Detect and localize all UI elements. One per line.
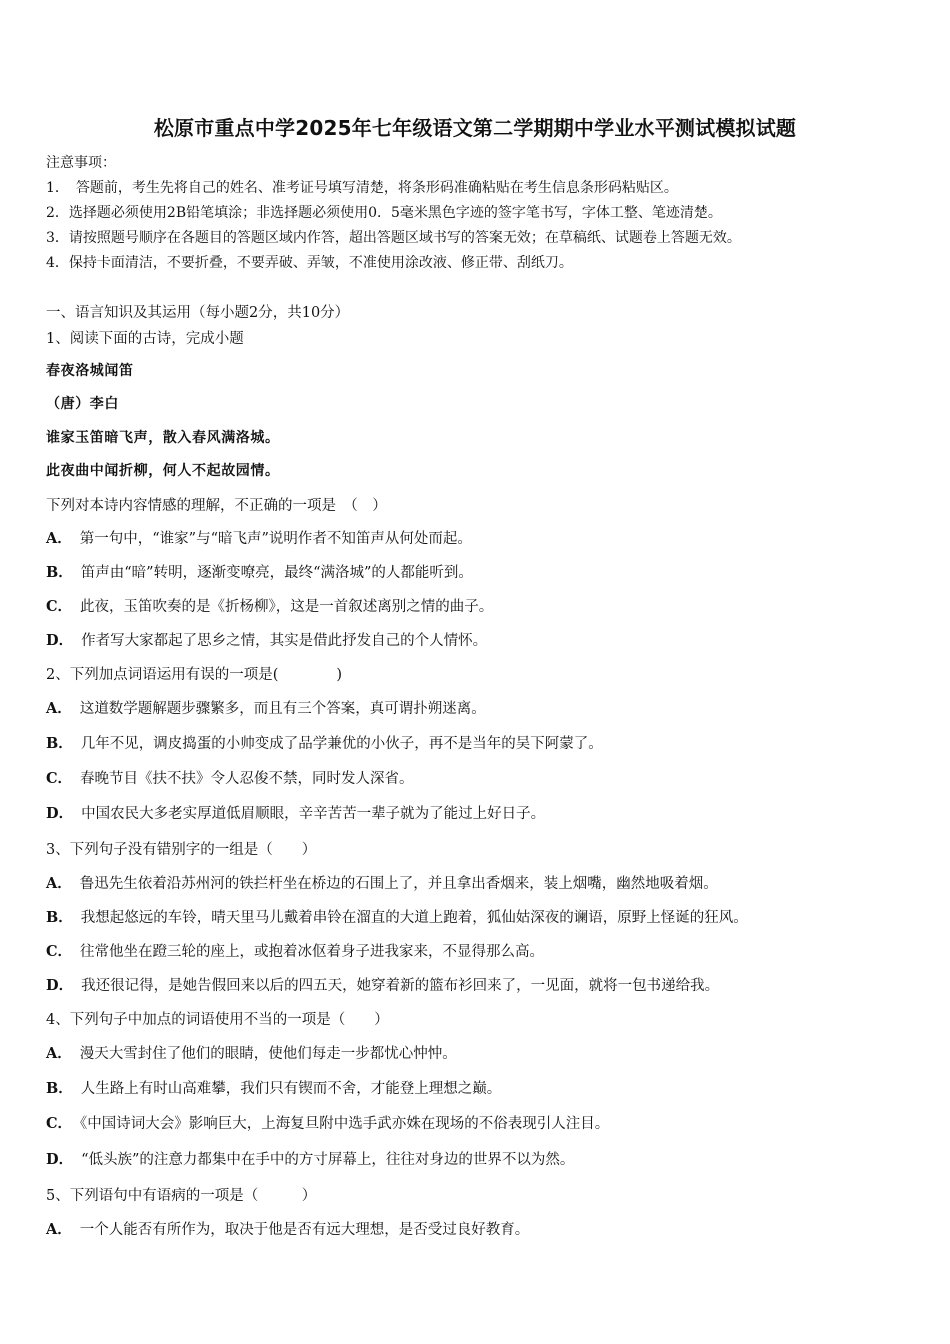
option-text: 鲁迅先生依着沿苏州河的铁拦杆坐在桥边的石围上了，并且拿出香烟来，装上烟嘴，幽然地吸着烟。	[79, 876, 718, 892]
q1-option-a	[46, 527, 472, 548]
notice-item-4: 4．保持卡面清洁，不要折叠，不要弄破、弄皱，不准使用涂改液、修正带、刮纸刀。	[46, 255, 573, 271]
option-text: 这道数学题解题步骤繁多，而且有三个答案，真可谓扑朔迷离。	[79, 701, 486, 717]
option-letter: A．	[46, 700, 72, 717]
q5-stem: 5、下列语句中有语病的一项是（ ）	[46, 1188, 317, 1204]
notice-item-2: 2．选择题必须使用2B铅笔填涂；非选择题必须使用0．5毫米黑色字迹的签字笔书写，字体工整、笔迹清楚。	[46, 205, 722, 221]
q1-option-d	[46, 629, 487, 650]
option-letter: A．	[46, 1045, 72, 1062]
q4-stem: 4、下列句子中加点的词语使用不当的一项是（ ）	[46, 1012, 389, 1028]
q2-option-d	[46, 802, 545, 823]
option-letter: D．	[46, 632, 74, 649]
option-letter: B．	[46, 735, 73, 752]
option-letter: D．	[46, 1151, 74, 1168]
option-text: 春晚节目《扶不扶》令人忍俊不禁，同时发人深省。	[80, 771, 414, 787]
option-text: 作者写大家都起了思乡之情，其实是借此抒发自己的个人情怀。	[81, 633, 488, 649]
option-text: 《中国诗词大会》影响巨大，上海复旦附中选手武亦姝在现场的不俗表现引人注目。	[80, 1116, 610, 1132]
notice-heading: 注意事项：	[46, 155, 116, 171]
option-letter: D．	[46, 805, 74, 822]
option-letter: A．	[46, 875, 72, 892]
option-text: 人生路上有时山高难攀，我们只有锲而不舍，才能登上理想之巅。	[80, 1081, 502, 1097]
q4-option-c	[46, 1112, 609, 1133]
option-letter: C．	[46, 943, 73, 960]
option-text: 我还很记得，是她告假回来以后的四五天，她穿着新的篮布衫回来了，一见面，就将一包书递给我。	[81, 978, 720, 994]
option-letter: B．	[46, 564, 73, 581]
poem-author: （唐）李白	[46, 396, 119, 412]
option-letter: C．	[46, 770, 73, 787]
q4-option-a	[46, 1042, 457, 1063]
q3-option-b	[46, 906, 748, 927]
option-text: 此夜，玉笛吹奏的是《折杨柳》，这是一首叙述离别之情的曲子。	[80, 599, 494, 615]
option-letter: B．	[46, 1080, 73, 1097]
option-text: 往常他坐在蹬三轮的座上，或抱着冰伛着身子进我家来，不显得那么高。	[80, 944, 545, 960]
option-letter: D．	[46, 977, 74, 994]
page-title: 松原市重点中学2025年七年级语文第二学期期中学业水平测试模拟试题	[153, 116, 797, 140]
q3-option-c	[46, 940, 544, 961]
q5-option-a	[46, 1218, 529, 1239]
option-letter: B．	[46, 909, 73, 926]
option-letter: C．	[46, 598, 73, 615]
q2-option-a	[46, 697, 486, 718]
q2-stem: 2、下列加点词语运用有误的一项是( )	[46, 667, 343, 683]
option-text: 笛声由“暗”转明，逐渐变嘹亮，最终“满洛城”的人都能听到。	[80, 565, 473, 581]
notice-item-1: 1． 答题前，考生先将自己的姓名、准考证号填写清楚，将条形码准确粘贴在考生信息条形码粘贴区。	[46, 180, 678, 196]
q3-stem: 3、下列句子没有错别字的一组是（ ）	[46, 842, 317, 858]
notice-item-3: 3．请按照题号顺序在各题目的答题区域内作答，超出答题区域书写的答案无效；在草稿纸、试题卷上答题无效。	[46, 230, 741, 246]
option-text: 第一句中，“谁家”与“暗飞声”说明作者不知笛声从何处而起。	[79, 531, 472, 547]
q1-option-c	[46, 595, 493, 616]
option-text: “低头族”的注意力都集中在手中的方寸屏幕上，往往对身边的世界不以为然。	[81, 1152, 575, 1168]
option-letter: C．	[46, 1115, 73, 1132]
poem-line-2: 此夜曲中闻折柳，何人不起故园情。	[46, 463, 280, 479]
poem-title: 春夜洛城闻笛	[46, 363, 134, 379]
q3-option-a	[46, 872, 718, 893]
option-text: 一个人能否有所作为，取决于他是否有远大理想，是否受过良好教育。	[79, 1222, 530, 1238]
option-letter: A．	[46, 530, 72, 547]
q1-option-b	[46, 561, 473, 582]
option-text: 漫天大雪封住了他们的眼睛，使他们每走一步都忧心忡忡。	[79, 1046, 457, 1062]
option-letter: A．	[46, 1221, 72, 1238]
option-text: 中国农民大多老实厚道低眉顺眼，辛辛苦苦一辈子就为了能过上好日子。	[81, 806, 546, 822]
q3-option-d	[46, 974, 719, 995]
option-text: 几年不见，调皮捣蛋的小帅变成了品学兼优的小伙子，再不是当年的吴下阿蒙了。	[80, 736, 603, 752]
q4-option-d	[46, 1148, 574, 1169]
option-text: 我想起悠远的车铃，晴天里马儿戴着串铃在溜直的大道上跑着，狐仙姑深夜的谰语，原野上怪诞的狂风。	[80, 910, 748, 926]
q1-stem: 1、阅读下面的古诗，完成小题	[46, 331, 244, 347]
poem-line-1: 谁家玉笛暗飞声，散入春风满洛城。	[46, 430, 280, 446]
section-heading: 一、语言知识及其运用（每小题2分，共10分）	[46, 305, 350, 321]
q4-option-b	[46, 1077, 501, 1098]
q1-subquestion: 下列对本诗内容情感的理解，不正确的一项是 （ ）	[46, 498, 387, 514]
q2-option-c	[46, 767, 414, 788]
q2-option-b	[46, 732, 603, 753]
